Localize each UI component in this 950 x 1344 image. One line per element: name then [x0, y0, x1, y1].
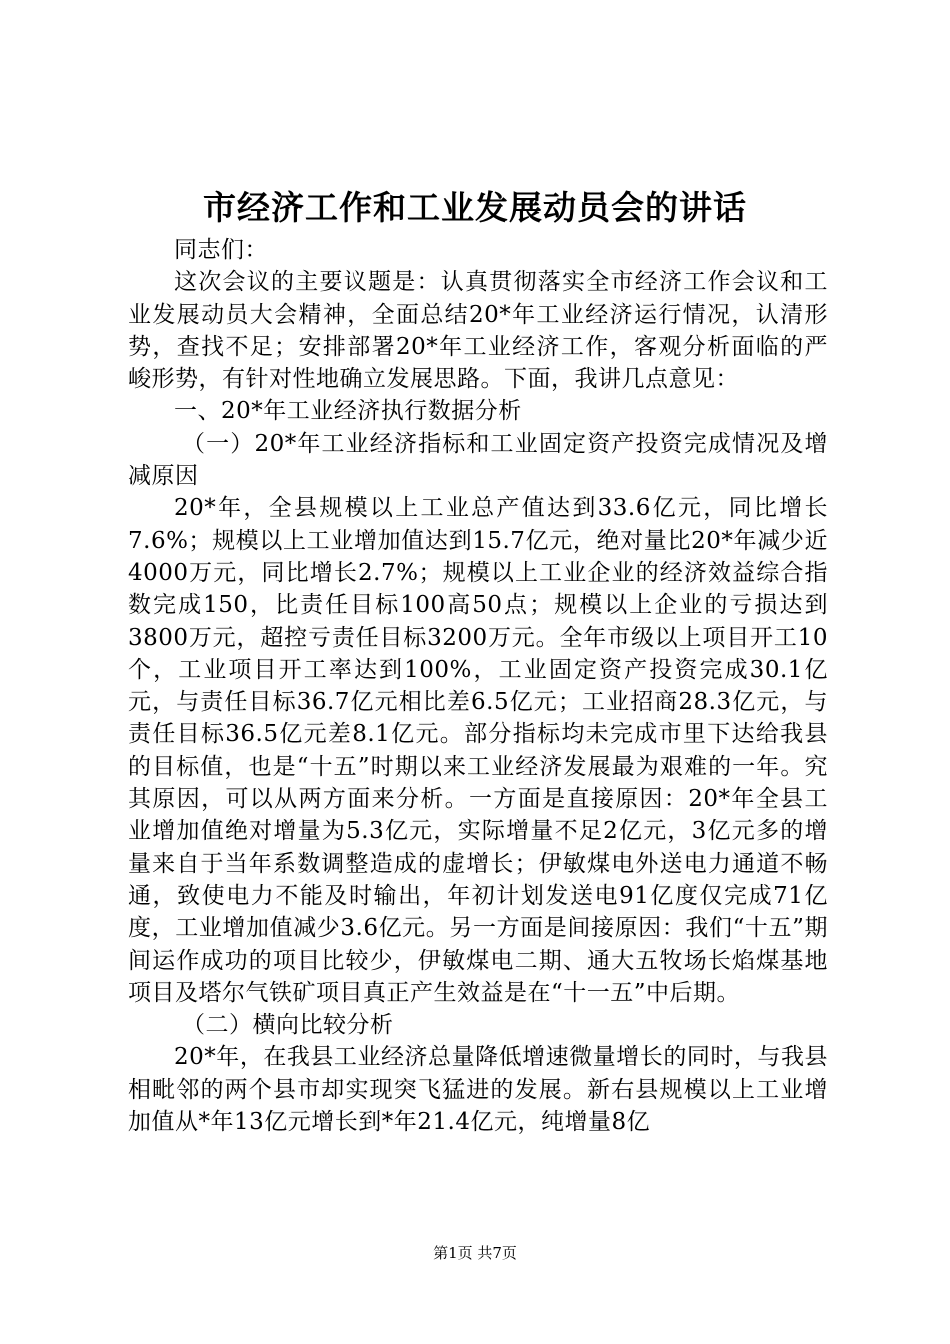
paragraph-intro: 这次会议的主要议题是：认真贯彻落实全市经济工作会议和工业发展动员大会精神，全面总结20*年工业经济运行情况，认清形势，查找不足；安排部署20*年工业经济工作，客观分析面临的严峻形势，有针对性地确立发展思路。下面，我讲几点意见：	[128, 269, 828, 393]
document-title: 市经济工作和工业发展动员会的讲话	[203, 188, 747, 227]
document-body	[128, 234, 828, 1138]
greeting: 同志们：	[174, 237, 268, 263]
paragraph-analysis: 20*年，全县规模以上工业总产值达到33.6亿元，同比增长7.6%；规模以上工业增加值达到15.7亿元，绝对量比20*年减少近4000万元，同比增长2.7%；规模以上工业企业的经济效益综合指数完成150，比责任目标100高50点；规模以上企业的亏损达到3800万元，超控亏责任目标3200万元。全年市级以上项目开工10个，工业项目开工率达到100%，工业固定资产投资完成30.1亿元，与责任目标36.7亿元相比差6.5亿元；工业招商28.3亿元，与责任目标36.5亿元差8.1亿元。部分指标均未完成市里下达给我县的目标值，也是“十五”时期以来工业经济发展最为艰难的一年。究其原因，可以从两方面来分析。一方面是直接原因：20*年全县工业增加值绝对增量为5.3亿元，实际增量不足2亿元，3亿元多的增量来自于当年系数调整造成的虚增长；伊敏煤电外送电力通道不畅通，致使电力不能及时输出，年初计划发送电91亿度仅完成71亿度，工业增加值减少3.6亿元。另一方面是间接原因：我们“十五”期间运作成功的项目比较少，伊敏煤电二期、通大五牧场长焰煤基地项目及塔尔气铁矿项目真正产生效益是在“十一五”中后期。	[128, 495, 828, 1006]
section-heading-1: 一、20*年工业经济执行数据分析	[174, 398, 522, 425]
subsection-heading-2: （二）横向比较分析	[182, 1012, 394, 1039]
subsection-heading-1: （一）20*年工业经济指标和工业固定资产投资完成情况及增减原因	[128, 430, 828, 490]
paragraph-comparison: 20*年，在我县工业经济总量降低增速微量增长的同时，与我县相毗邻的两个县市却实现突飞猛进的发展。新右县规模以上工业增加值从*年13亿元增长到*年21.4亿元，纯增量8亿	[128, 1044, 828, 1136]
page-footer: 第1页 共7页	[433, 1244, 517, 1262]
